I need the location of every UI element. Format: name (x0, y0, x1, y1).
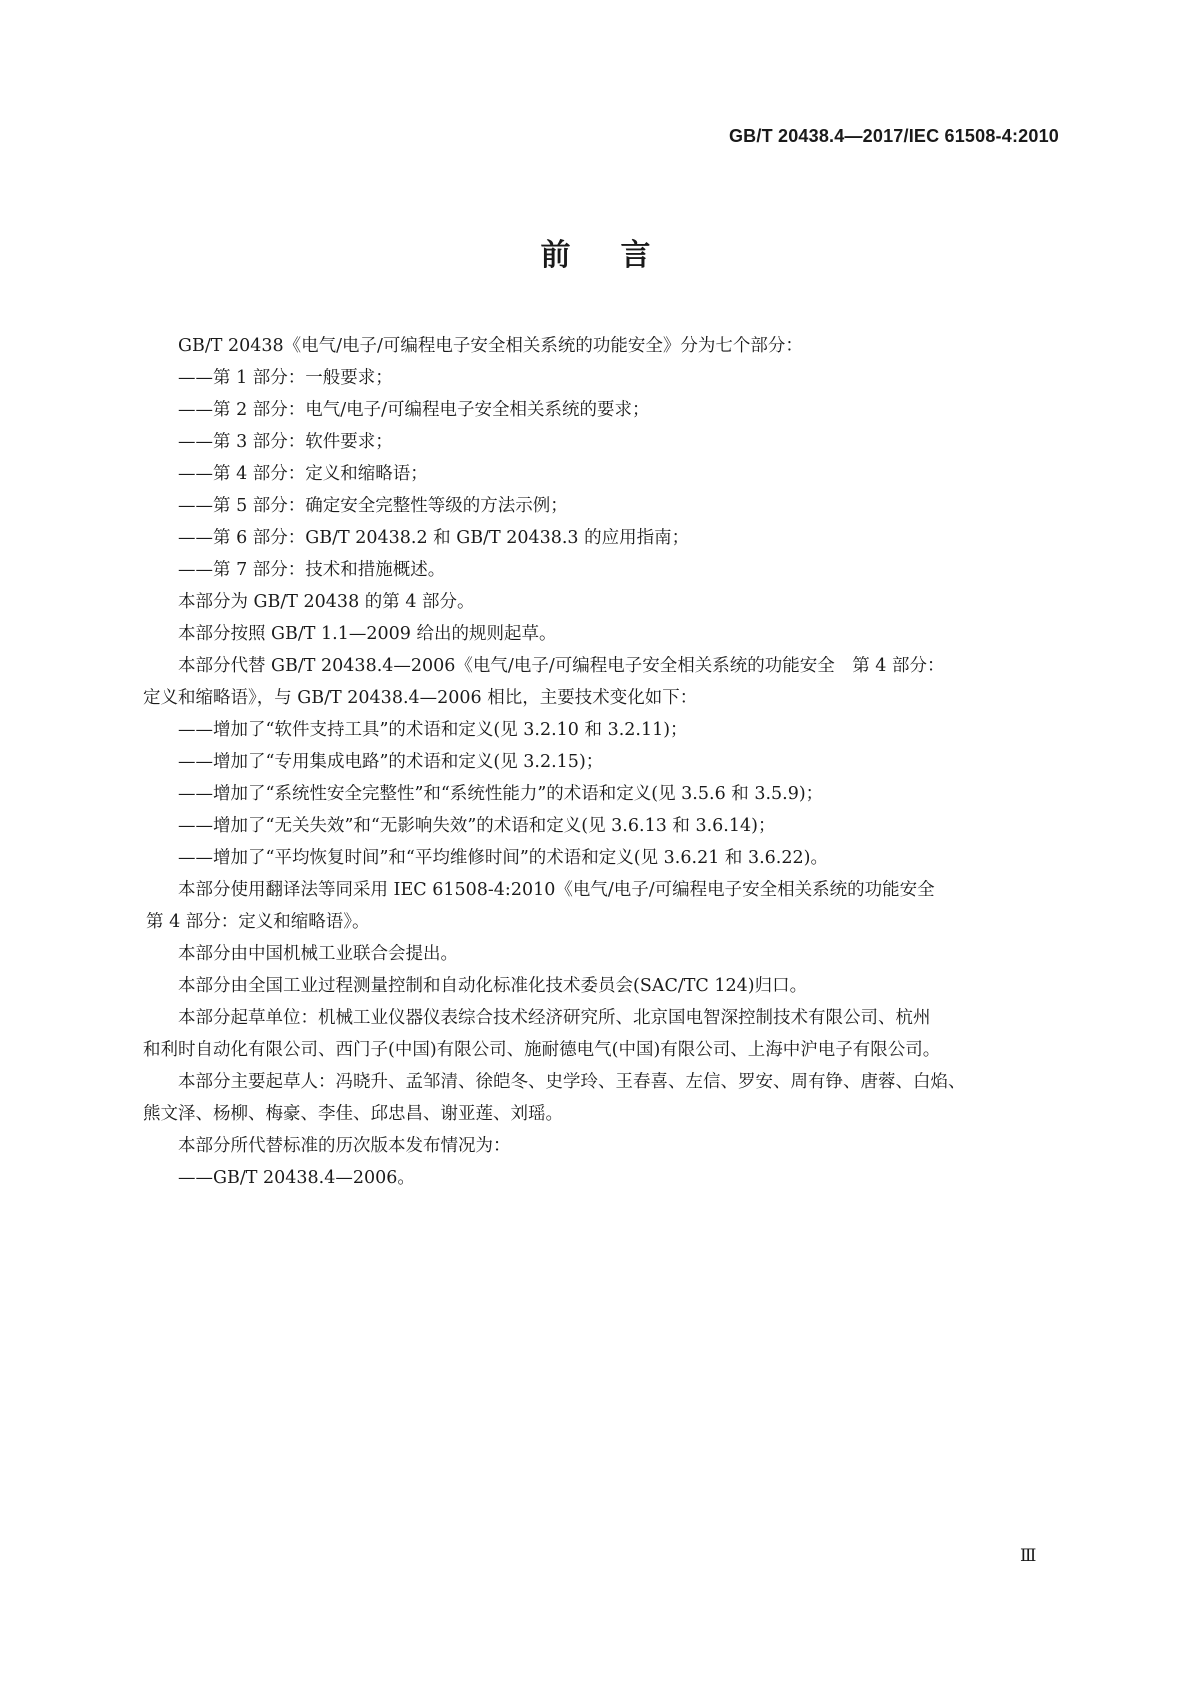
paragraph-line: 本部分所代替标准的历次版本发布情况为： (178, 1136, 511, 1156)
paragraph-line: 第 4 部分：定义和缩略语》。 (146, 912, 370, 932)
paragraph-line: ——增加了“系统性安全完整性”和“系统性能力”的术语和定义(见 3.5.6 和 3.5.9)； (178, 784, 824, 804)
paragraph-line: 定义和缩略语》，与 GB/T 20438.4—2006 相比，主要技术变化如下： (143, 688, 698, 708)
foreword-body (143, 330, 1056, 1194)
paragraph-line: ——增加了“专用集成电路”的术语和定义(见 3.2.15)； (178, 752, 604, 772)
paragraph-line: ——第 4 部分：定义和缩略语； (178, 464, 428, 484)
paragraph-line: 本部分代替 GB/T 20438.4—2006《电气/电子/可编程电子安全相关系统的功能安全 第 4 部分： (178, 656, 945, 676)
standard-code-header: GB/T 20438.4—2017/IEC 61508-4:2010 (728, 126, 1059, 146)
paragraph-line: 本部分按照 GB/T 1.1—2009 给出的规则起草。 (178, 624, 557, 644)
paragraph-line: 熊文泽、杨柳、梅豪、李佳、邱忠昌、谢亚莲、刘瑶。 (143, 1104, 563, 1124)
paragraph-line: 本部分由全国工业过程测量控制和自动化标准化技术委员会(SAC/TC 124)归口。 (178, 976, 808, 996)
paragraph-line: 本部分使用翻译法等同采用 IEC 61508-4:2010《电气/电子/可编程电子安全相关系统的功能安全 (178, 880, 935, 900)
paragraph-line: ——第 2 部分：电气/电子/可编程电子安全相关系统的要求； (178, 400, 650, 420)
paragraph-line: ——增加了“软件支持工具”的术语和定义(见 3.2.10 和 3.2.11)； (178, 720, 688, 740)
paragraph-line: 本部分由中国机械工业联合会提出。 (178, 944, 458, 964)
paragraph-line: ——GB/T 20438.4—2006。 (178, 1168, 415, 1188)
paragraph-line: ——第 1 部分：一般要求； (178, 368, 393, 388)
paragraph-line: 本部分主要起草人：冯晓升、孟邹清、徐皑冬、史学玲、王春喜、左信、罗安、周有铮、唐蓉、白焰、 (178, 1072, 966, 1092)
paragraph-line: GB/T 20438《电气/电子/可编程电子安全相关系统的功能安全》分为七个部分： (178, 336, 803, 356)
paragraph-line: 和利时自动化有限公司、西门子(中国)有限公司、施耐德电气(中国)有限公司、上海中沪电子有限公司。 (143, 1040, 941, 1060)
paragraph-line: 本部分起草单位：机械工业仪器仪表综合技术经济研究所、北京国电智深控制技术有限公司、杭州 (178, 1008, 931, 1028)
page-number: Ⅲ (1020, 1546, 1037, 1566)
paragraph-line: ——第 5 部分：确定安全完整性等级的方法示例； (178, 496, 568, 516)
paragraph-line: ——第 3 部分：软件要求； (178, 432, 393, 452)
paragraph-line: ——增加了“无关失效”和“无影响失效”的术语和定义(见 3.6.13 和 3.6.14)； (178, 816, 776, 836)
paragraph-line: ——第 7 部分：技术和措施概述。 (178, 560, 446, 580)
page-title: 前言 (540, 238, 701, 273)
paragraph-line: 本部分为 GB/T 20438 的第 4 部分。 (178, 592, 475, 612)
paragraph-line: ——第 6 部分：GB/T 20438.2 和 GB/T 20438.3 的应用指南； (178, 528, 690, 548)
paragraph-line: ——增加了“平均恢复时间”和“平均维修时间”的术语和定义(见 3.6.21 和 3.6.22)。 (178, 848, 828, 868)
